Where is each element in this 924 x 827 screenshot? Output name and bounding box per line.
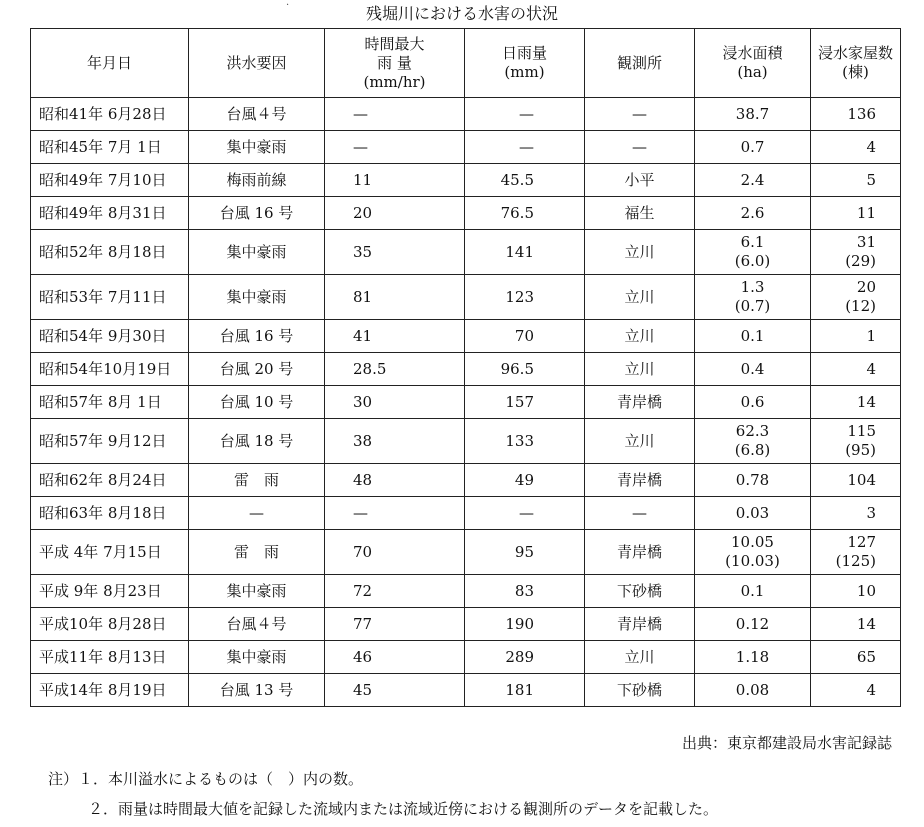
cell-area: 6.1 (6.0) <box>695 230 811 275</box>
table-row <box>31 608 901 641</box>
cell-date: 昭和62年 8月24日 <box>31 464 189 497</box>
cell-area: 0.03 <box>695 497 811 530</box>
cell-area: 10.05 (10.03) <box>695 530 811 575</box>
cell-houses: 115 (95) <box>811 419 901 464</box>
table-row <box>31 353 901 386</box>
table-row <box>31 98 901 131</box>
cell-station: 立川 <box>585 275 695 320</box>
cell-hourly-max: 48 <box>325 464 465 497</box>
cell-hourly-max: 77 <box>325 608 465 641</box>
cell-daily: 45.5 <box>465 164 585 197</box>
cell-daily: 181 <box>465 674 585 707</box>
cell-date: 昭和57年 9月12日 <box>31 419 189 464</box>
cell-daily: — <box>465 497 585 530</box>
cell-cause: 台風４号 <box>189 98 325 131</box>
cell-area: 2.6 <box>695 197 811 230</box>
cell-cause: 台風 16 号 <box>189 320 325 353</box>
header-daily: 日雨量 (mm) <box>465 29 585 98</box>
page-title: 残堀川における水害の状況 <box>365 4 558 23</box>
table-row <box>31 575 901 608</box>
cell-houses: 1 <box>811 320 901 353</box>
cell-date: 昭和63年 8月18日 <box>31 497 189 530</box>
cell-date: 平成 4年 7月15日 <box>31 530 189 575</box>
cell-houses: 10 <box>811 575 901 608</box>
cell-station: 立川 <box>585 353 695 386</box>
cell-daily: 95 <box>465 530 585 575</box>
cell-cause: 雷 雨 <box>189 530 325 575</box>
cell-hourly-max: 35 <box>325 230 465 275</box>
cell-hourly-max: 38 <box>325 419 465 464</box>
footnote-2: ２．雨量は時間最大値を記録した流域内または流域近傍における観測所のデータを記載した。 <box>88 800 719 818</box>
table-row <box>31 275 901 320</box>
cell-date: 昭和52年 8月18日 <box>31 230 189 275</box>
header-hourly-max: 時間最大 雨 量 (mm/hr) <box>325 29 465 98</box>
table-row <box>31 419 901 464</box>
header-area: 浸水面積 (ha) <box>695 29 811 98</box>
table-row <box>31 197 901 230</box>
cell-daily: 133 <box>465 419 585 464</box>
table-row <box>31 641 901 674</box>
cell-date: 昭和57年 8月 1日 <box>31 386 189 419</box>
table-row <box>31 230 901 275</box>
cell-area: 0.1 <box>695 575 811 608</box>
cell-cause: 集中豪雨 <box>189 230 325 275</box>
cell-daily: 123 <box>465 275 585 320</box>
table-row <box>31 497 901 530</box>
cell-hourly-max: 81 <box>325 275 465 320</box>
cell-daily: — <box>465 98 585 131</box>
cell-area: 0.7 <box>695 131 811 164</box>
cell-houses: 5 <box>811 164 901 197</box>
cell-area: 0.4 <box>695 353 811 386</box>
cell-date: 平成14年 8月19日 <box>31 674 189 707</box>
flood-table <box>30 28 901 707</box>
cell-station: 下砂橋 <box>585 575 695 608</box>
cell-houses: 127 (125) <box>811 530 901 575</box>
cell-daily: 70 <box>465 320 585 353</box>
cell-hourly-max: 41 <box>325 320 465 353</box>
header-date: 年月日 <box>31 29 189 98</box>
cell-hourly-max: 30 <box>325 386 465 419</box>
cell-date: 昭和49年 7月10日 <box>31 164 189 197</box>
cell-houses: 14 <box>811 608 901 641</box>
cell-houses: 3 <box>811 497 901 530</box>
cell-hourly-max: 11 <box>325 164 465 197</box>
cell-houses: 14 <box>811 386 901 419</box>
cell-cause: — <box>189 497 325 530</box>
cell-date: 昭和54年 9月30日 <box>31 320 189 353</box>
cell-station: 立川 <box>585 419 695 464</box>
cell-station: 立川 <box>585 320 695 353</box>
cell-area: 1.3 (0.7) <box>695 275 811 320</box>
cell-station: 青岸橋 <box>585 464 695 497</box>
cell-daily: 76.5 <box>465 197 585 230</box>
cell-station: — <box>585 497 695 530</box>
cell-cause: 集中豪雨 <box>189 575 325 608</box>
cell-houses: 31 (29) <box>811 230 901 275</box>
cell-cause: 台風 20 号 <box>189 353 325 386</box>
cell-daily: 49 <box>465 464 585 497</box>
cell-cause: 雷 雨 <box>189 464 325 497</box>
cell-area: 0.78 <box>695 464 811 497</box>
header-cause: 洪水要因 <box>189 29 325 98</box>
table-body <box>31 98 901 707</box>
cell-hourly-max: 45 <box>325 674 465 707</box>
cell-cause: 台風 10 号 <box>189 386 325 419</box>
mark-dot: · <box>286 0 290 11</box>
cell-station: 小平 <box>585 164 695 197</box>
cell-station: — <box>585 98 695 131</box>
cell-station: 福生 <box>585 197 695 230</box>
cell-date: 平成11年 8月13日 <box>31 641 189 674</box>
cell-houses: 4 <box>811 131 901 164</box>
cell-cause: 梅雨前線 <box>189 164 325 197</box>
table-row <box>31 131 901 164</box>
header-station: 観測所 <box>585 29 695 98</box>
cell-station: 立川 <box>585 641 695 674</box>
cell-hourly-max: 28.5 <box>325 353 465 386</box>
table-row <box>31 164 901 197</box>
cell-date: 平成10年 8月28日 <box>31 608 189 641</box>
cell-station: 青岸橋 <box>585 530 695 575</box>
cell-station: 青岸橋 <box>585 608 695 641</box>
cell-hourly-max: 70 <box>325 530 465 575</box>
cell-daily: 83 <box>465 575 585 608</box>
cell-date: 昭和54年10月19日 <box>31 353 189 386</box>
cell-date: 平成 9年 8月23日 <box>31 575 189 608</box>
cell-station: 立川 <box>585 230 695 275</box>
cell-date: 昭和49年 8月31日 <box>31 197 189 230</box>
cell-houses: 4 <box>811 674 901 707</box>
table-row <box>31 464 901 497</box>
cell-hourly-max: 46 <box>325 641 465 674</box>
cell-station: 青岸橋 <box>585 386 695 419</box>
cell-cause: 台風 16 号 <box>189 197 325 230</box>
table-row <box>31 320 901 353</box>
cell-area: 38.7 <box>695 98 811 131</box>
cell-hourly-max: — <box>325 98 465 131</box>
cell-daily: 141 <box>465 230 585 275</box>
cell-daily: 157 <box>465 386 585 419</box>
cell-area: 0.12 <box>695 608 811 641</box>
cell-cause: 集中豪雨 <box>189 131 325 164</box>
cell-hourly-max: — <box>325 131 465 164</box>
header-row <box>31 29 901 98</box>
footnote-1: 注）１．本川溢水によるものは（ ）内の数。 <box>48 770 364 788</box>
table-row <box>31 674 901 707</box>
source-note: 出典：東京都建設局水害記録誌 <box>681 734 892 752</box>
cell-houses: 104 <box>811 464 901 497</box>
cell-daily: — <box>465 131 585 164</box>
cell-cause: 集中豪雨 <box>189 641 325 674</box>
cell-station: 下砂橋 <box>585 674 695 707</box>
cell-houses: 65 <box>811 641 901 674</box>
cell-area: 1.18 <box>695 641 811 674</box>
cell-area: 0.08 <box>695 674 811 707</box>
cell-area: 0.6 <box>695 386 811 419</box>
cell-houses: 136 <box>811 98 901 131</box>
cell-houses: 20 (12) <box>811 275 901 320</box>
cell-houses: 11 <box>811 197 901 230</box>
header-houses: 浸水家屋数 (棟) <box>811 29 901 98</box>
cell-station: — <box>585 131 695 164</box>
cell-daily: 96.5 <box>465 353 585 386</box>
cell-hourly-max: 20 <box>325 197 465 230</box>
cell-area: 0.1 <box>695 320 811 353</box>
table-row <box>31 530 901 575</box>
cell-area: 2.4 <box>695 164 811 197</box>
cell-cause: 台風 18 号 <box>189 419 325 464</box>
cell-cause: 台風４号 <box>189 608 325 641</box>
cell-hourly-max: — <box>325 497 465 530</box>
cell-date: 昭和53年 7月11日 <box>31 275 189 320</box>
cell-daily: 289 <box>465 641 585 674</box>
cell-daily: 190 <box>465 608 585 641</box>
cell-area: 62.3 (6.8) <box>695 419 811 464</box>
cell-hourly-max: 72 <box>325 575 465 608</box>
cell-houses: 4 <box>811 353 901 386</box>
cell-cause: 集中豪雨 <box>189 275 325 320</box>
cell-date: 昭和41年 6月28日 <box>31 98 189 131</box>
cell-date: 昭和45年 7月 1日 <box>31 131 189 164</box>
cell-cause: 台風 13 号 <box>189 674 325 707</box>
table-row <box>31 386 901 419</box>
